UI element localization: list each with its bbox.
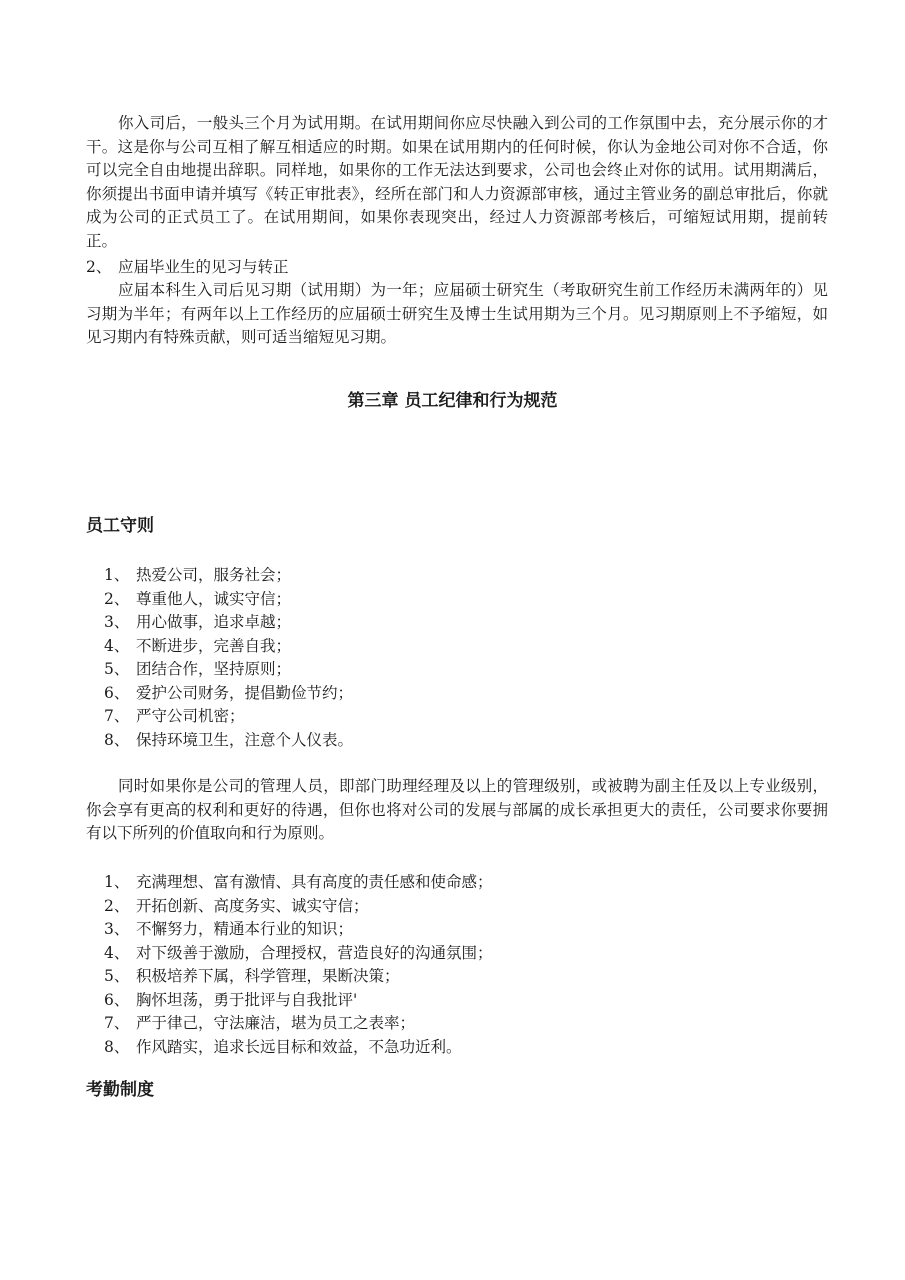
- graduate-item-number: 2、: [86, 258, 112, 276]
- list-item-text: 用心做事，追求卓越；: [136, 613, 292, 631]
- list-item: [104, 705, 353, 729]
- list-item-text: 尊重他人，诚实守信；: [136, 589, 292, 608]
- list-item: [104, 871, 493, 895]
- list-item-number: 2、: [104, 589, 130, 608]
- chapter-title: 第三章 员工纪律和行为规范: [347, 391, 558, 411]
- list-item-text: 保持环境卫生，注意个人仪表。: [136, 730, 354, 749]
- list-item: [104, 658, 353, 682]
- list-item: [104, 918, 493, 942]
- list-item-text: 作风踏实，追求长远目标和效益，不急功近利。: [136, 1037, 462, 1056]
- list-item: [104, 635, 353, 659]
- list-item: [104, 729, 353, 753]
- list-item: [104, 588, 353, 612]
- list-item-number: 4、: [104, 943, 130, 962]
- graduate-item-heading: [86, 256, 289, 280]
- list-item: [104, 895, 493, 919]
- list-item-text: 不断进步，完善自我；: [136, 636, 292, 655]
- list-item-number: 1、: [104, 873, 130, 891]
- list-item: [104, 564, 353, 588]
- graduate-item-title: 应届毕业生的见习与转正: [118, 258, 289, 276]
- list-item: [104, 1036, 493, 1060]
- list-item-number: 5、: [104, 967, 130, 985]
- list-item: [104, 611, 353, 635]
- list-item-text: 不懈努力，精通本行业的知识；: [136, 920, 354, 938]
- list-item-text: 爱护公司财务，提倡勤俭节约；: [136, 683, 354, 702]
- list-item-number: 6、: [104, 990, 130, 1009]
- list-item: [104, 965, 493, 989]
- list-item-number: 2、: [104, 896, 130, 915]
- manager-paragraph: 同时如果你是公司的管理人员，即部门助理经理及以上的管理级别，或被聘为副主任及以上专业级别，你会享有更高的权利和更好的待遇，但你也将对公司的发展与部属的成长承担更大的责任，公司要求你要拥有以下所列的价值取向和行为原则。: [86, 777, 828, 842]
- list-item-text: 严于律己，守法廉洁，堪为员工之表率；: [136, 1014, 416, 1032]
- list-item-number: 4、: [104, 636, 130, 655]
- list-item-text: 充满理想、富有激情、具有高度的责任感和使命感；: [136, 873, 493, 891]
- list-item: [104, 1012, 493, 1036]
- list-item-text: 热爱公司，服务社会；: [136, 566, 292, 584]
- list-item: [104, 942, 493, 966]
- list-item-number: 3、: [104, 613, 130, 631]
- list-item-number: 7、: [104, 707, 130, 725]
- list-item-text: 积极培养下属，科学管理，果断决策；: [136, 967, 400, 985]
- section-title-attendance: 考勤制度: [86, 1080, 154, 1100]
- list-item: [104, 989, 493, 1013]
- manager-principles-list: [104, 871, 493, 1059]
- employee-rules-list: [104, 564, 353, 752]
- list-item-number: 5、: [104, 660, 130, 678]
- list-item: [104, 682, 353, 706]
- list-item-text: 团结合作，坚持原则；: [136, 660, 292, 678]
- list-item-number: 8、: [104, 730, 130, 749]
- list-item-text: 胸怀坦荡，勇于批评与自我批评': [136, 990, 358, 1009]
- list-item-number: 7、: [104, 1014, 130, 1032]
- section-title-employee-rules: 员工守则: [86, 516, 154, 536]
- list-item-number: 1、: [104, 566, 130, 584]
- list-item-text: 对下级善于激励，合理授权，营造良好的沟通氛围；: [136, 943, 493, 962]
- probation-paragraph: 你入司后，一般头三个月为试用期。在试用期间你应尽快融入到公司的工作氛围中去，充分展示你的才干。这是你与公司互相了解互相适应的时期。如果在试用期内的任何时候，你认为金地公司对你不合适，你可以完全自由地提出辞职。同样地，如果你的工作无法达到要求，公司也会终止对你的试用。试用期满后，你须提出书面申请并填写《转正审批表》，经所在部门和人力资源部审核，通过主管业务的副总审批后，你就成为公司的正式员工了。在试用期间，如果你表现突出，经过人力资源部考核后，可缩短试用期，提前转正。: [86, 114, 828, 250]
- list-item-text: 严守公司机密；: [136, 707, 245, 725]
- graduate-paragraph: 应届本科生入司后见习期（试用期）为一年；应届硕士研究生（考取研究生前工作经历未满两年的）见习期为半年；有两年以上工作经历的应届硕士研究生及博士生试用期为三个月。见习期原则上不予缩短，如见习期内有特殊贡献，则可适当缩短见习期。: [86, 281, 828, 346]
- list-item-number: 3、: [104, 920, 130, 938]
- list-item-number: 6、: [104, 683, 130, 702]
- list-item-number: 8、: [104, 1037, 130, 1056]
- list-item-text: 开拓创新、高度务实、诚实守信；: [136, 896, 369, 915]
